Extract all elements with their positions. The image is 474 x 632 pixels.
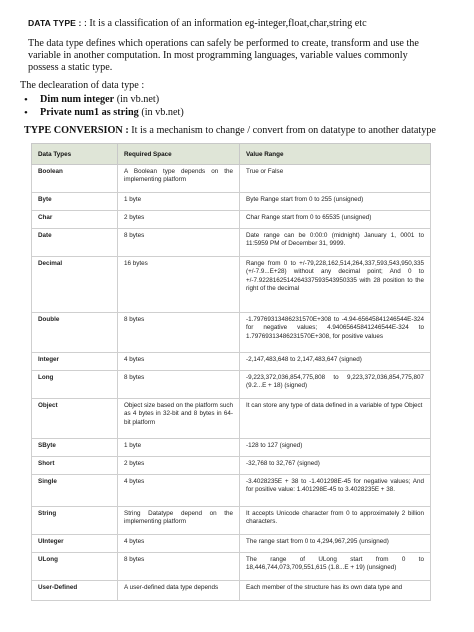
value-range-cell: Char Range start from 0 to 65535 (unsigned)	[240, 211, 431, 229]
data-type-cell: UInteger	[32, 535, 118, 553]
table-row	[32, 475, 431, 507]
data-type-cell: SByte	[32, 439, 118, 457]
required-space-cell: Object size based on the platform such as 4 bytes in 32-bit and 8 bytes in 64-bit platform	[118, 399, 240, 439]
value-range-cell: Range from 0 to +/-79,228,162,514,264,337,593,543,950,335 (+/-7.9...E+28) without any decimal point; And 0 to +/-7.9228162514264337593543950335 with 28 position to the right of the decimal	[240, 257, 431, 313]
table-row	[32, 313, 431, 353]
type-conversion-definition: It is a mechanism to change / convert from on datatype to another datatype	[128, 125, 436, 136]
header-data-types: Data Types	[32, 144, 118, 165]
data-type-cell: Char	[32, 211, 118, 229]
value-range-cell: True or False	[240, 165, 431, 193]
data-type-cell: ULong	[32, 553, 118, 581]
table-row	[32, 399, 431, 439]
value-range-cell: Each member of the structure has its own data type and	[240, 581, 431, 601]
required-space-cell: 4 bytes	[118, 475, 240, 507]
data-type-cell: Decimal	[32, 257, 118, 313]
value-range-cell: It can store any type of data defined in a variable of type Object	[240, 399, 431, 439]
data-type-definition: : It is a classification of an information eg-integer,float,char,string etc	[81, 18, 367, 29]
value-range-cell: Byte Range start from 0 to 255 (unsigned)	[240, 193, 431, 211]
table-row	[32, 439, 431, 457]
required-space-cell: A Boolean type depends on the implementing platform	[118, 165, 240, 193]
table-row	[32, 581, 431, 601]
value-range-cell: It accepts Unicode character from 0 to approximately 2 billion characters.	[240, 507, 431, 535]
declaration-item	[22, 107, 184, 120]
data-type-cell: Integer	[32, 353, 118, 371]
required-space-cell: 8 bytes	[118, 313, 240, 353]
data-type-cell: Object	[32, 399, 118, 439]
required-space-cell: 8 bytes	[118, 553, 240, 581]
declaration-code: Private num1 as string	[40, 106, 139, 118]
required-space-cell: 8 bytes	[118, 371, 240, 399]
table-row	[32, 535, 431, 553]
value-range-cell: The range of ULong start from 0 to 18,446,744,073,709,551,615 (1.8...E + 19) (unsigned)	[240, 553, 431, 581]
required-space-cell: 1 byte	[118, 439, 240, 457]
table-row	[32, 165, 431, 193]
table-row	[32, 457, 431, 475]
value-range-cell: Date range can be 0:00:0 (midnight) January 1, 0001 to 11:5959 PM of December 31, 9999.	[240, 229, 431, 257]
declaration-list	[22, 94, 184, 119]
data-type-cell: Short	[32, 457, 118, 475]
value-range-cell: -128 to 127 (signed)	[240, 439, 431, 457]
required-space-cell: 2 bytes	[118, 211, 240, 229]
table-row	[32, 553, 431, 581]
header-value-range: Value Range	[240, 144, 431, 165]
data-type-cell: Long	[32, 371, 118, 399]
required-space-cell: 8 bytes	[118, 229, 240, 257]
data-type-cell: Byte	[32, 193, 118, 211]
value-range-cell: -32,768 to 32,767 (signed)	[240, 457, 431, 475]
table-row	[32, 371, 431, 399]
data-type-paragraph: The data type defines which operations can safely be performed to create, transform and use the variable in another computation. In most programming languages, variable values commonly possess a static type.	[28, 38, 419, 74]
table-body	[32, 165, 431, 601]
data-type-cell: User-Defined	[32, 581, 118, 601]
header-required-space: Required Space	[118, 144, 240, 165]
value-range-cell: -3.4028235E + 38 to -1.401298E-45 for negative values; And for positive value: 1.401298E-45 to 3.4028235E + 38.	[240, 475, 431, 507]
required-space-cell: A user-defined data type depends	[118, 581, 240, 601]
table-row	[32, 229, 431, 257]
table-row	[32, 193, 431, 211]
data-type-cell: Single	[32, 475, 118, 507]
value-range-cell: -1.79769313486231570E+308 to -4.94-65645841246544E-324 for negative values; 4.94065645841246544E-324 to 1.79769313486231570E+308, for positive values	[240, 313, 431, 353]
type-conversion-line	[24, 125, 436, 136]
required-space-cell: 16 bytes	[118, 257, 240, 313]
data-type-cell: Double	[32, 313, 118, 353]
required-space-cell: 2 bytes	[118, 457, 240, 475]
required-space-cell: 1 byte	[118, 193, 240, 211]
data-type-cell: String	[32, 507, 118, 535]
type-conversion-label: TYPE CONVERSION :	[24, 125, 129, 136]
declaration-note: (in vb.net)	[138, 106, 184, 118]
data-types-table	[31, 143, 431, 601]
table-row	[32, 353, 431, 371]
table-row	[32, 211, 431, 229]
data-type-cell: Boolean	[32, 165, 118, 193]
table-row	[32, 257, 431, 313]
bullet-icon: •	[24, 94, 28, 106]
declaration-note: (in vb.net)	[114, 94, 160, 105]
value-range-cell: -9,223,372,036,854,775,808 to 9,223,372,036,854,775,807 (9.2...E + 18) (signed)	[240, 371, 431, 399]
declaration-item	[22, 94, 184, 107]
required-space-cell: 4 bytes	[118, 535, 240, 553]
value-range-cell: -2,147,483,648 to 2,147,483,647 (signed)	[240, 353, 431, 371]
table-row	[32, 507, 431, 535]
required-space-cell: 4 bytes	[118, 353, 240, 371]
bullet-icon: •	[24, 106, 28, 119]
table-header-row	[32, 144, 431, 165]
declaration-heading: The declearation of data type :	[20, 80, 145, 91]
value-range-cell: The range start from 0 to 4,294,967,295 (unsigned)	[240, 535, 431, 553]
data-type-label: DATA TYPE :	[28, 18, 82, 28]
required-space-cell: String Datatype depend on the implementing platform	[118, 507, 240, 535]
data-type-cell: Date	[32, 229, 118, 257]
data-type-intro	[28, 18, 367, 29]
declaration-code: Dim num integer	[40, 94, 115, 105]
